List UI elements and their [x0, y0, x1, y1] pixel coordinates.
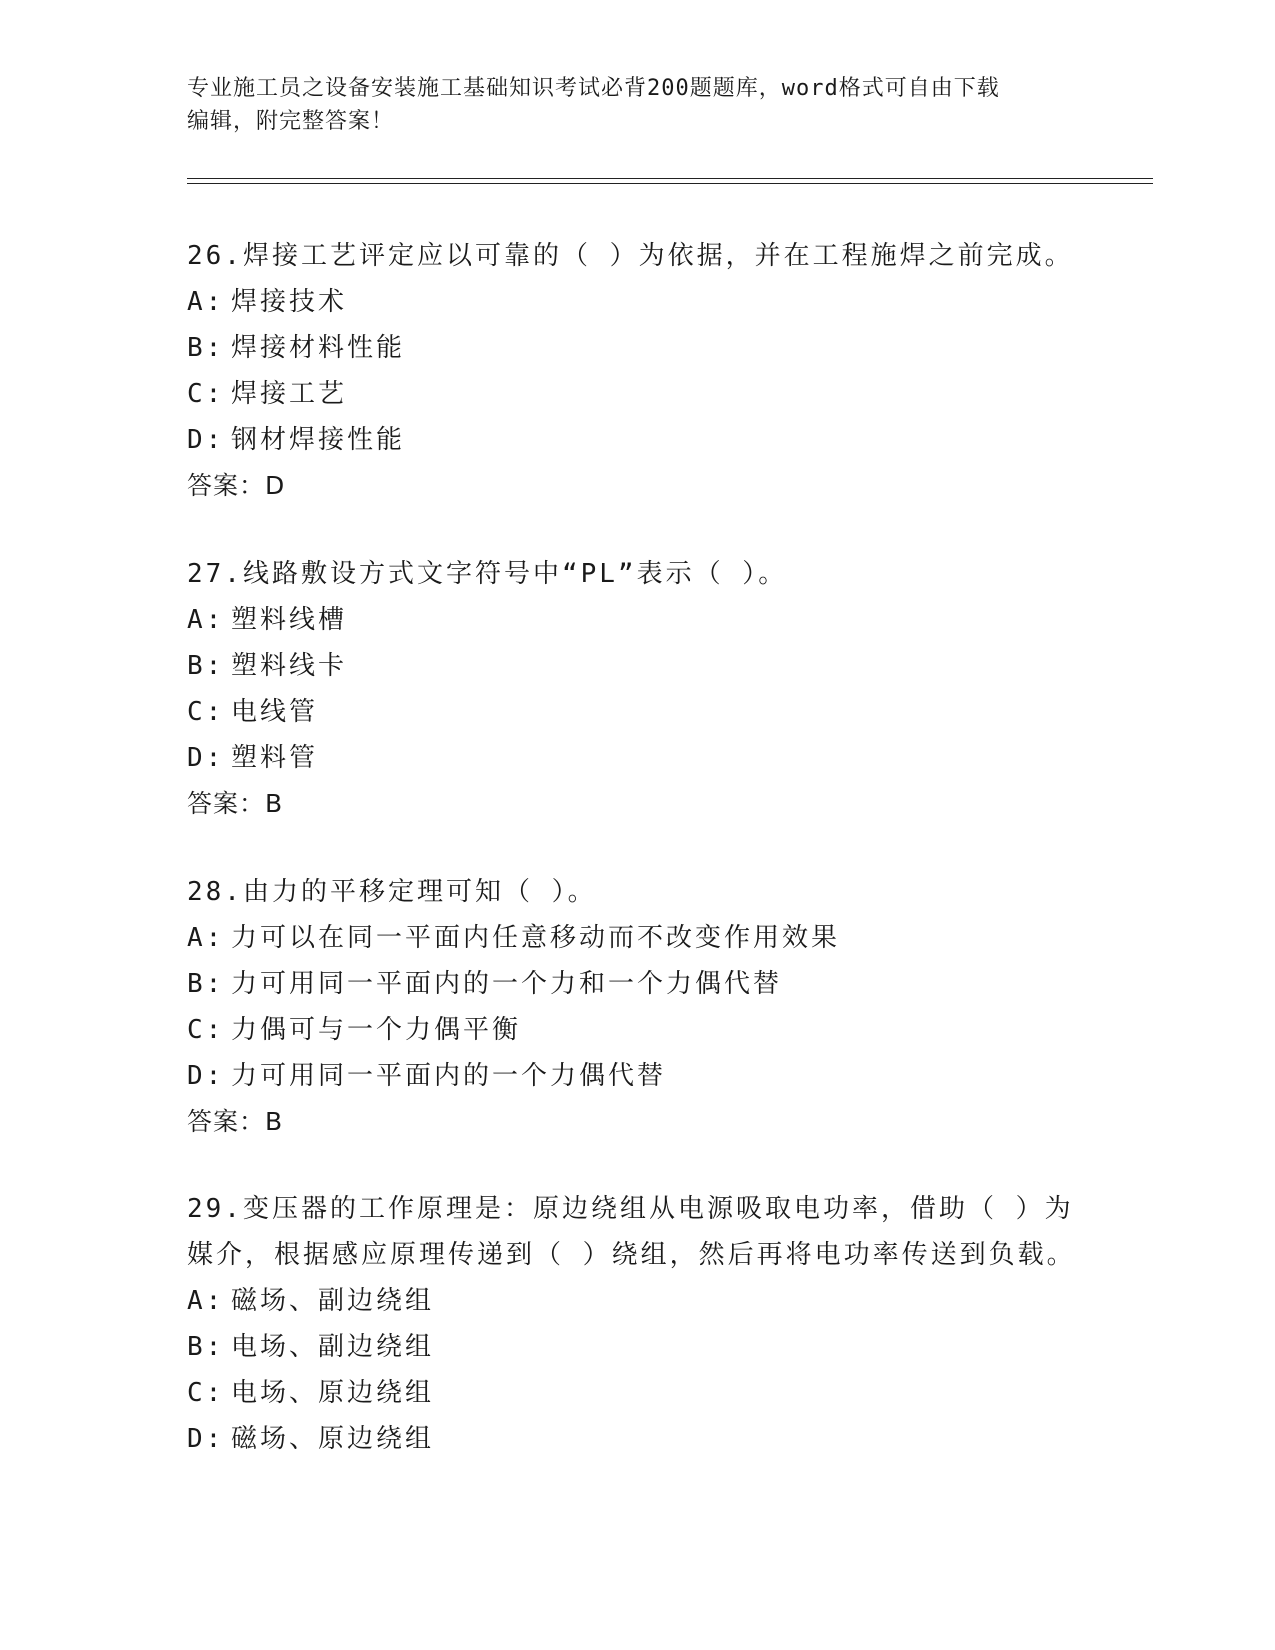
- answer-line: 答案：B: [187, 789, 284, 818]
- option-letter: C:: [187, 379, 225, 409]
- option-c: [187, 689, 1087, 735]
- option-letter: C:: [187, 1015, 225, 1045]
- question-26: [187, 233, 1087, 509]
- option-c: [187, 1370, 1087, 1416]
- option-c: [187, 1007, 1087, 1053]
- option-letter: B:: [187, 651, 225, 681]
- option-text: 焊接技术: [231, 287, 348, 317]
- option-d: [187, 735, 1087, 781]
- option-text: 电场、副边绕组: [231, 1332, 435, 1362]
- option-letter: B:: [187, 969, 225, 999]
- option-text: 塑料线卡: [231, 651, 348, 681]
- option-letter: A:: [187, 1286, 225, 1316]
- header-divider-top: [187, 178, 1153, 179]
- option-text: 电线管: [231, 697, 319, 727]
- option-a: [187, 915, 1087, 961]
- document-header: [187, 72, 1067, 138]
- option-letter: D:: [187, 1424, 225, 1454]
- option-d: [187, 1416, 1087, 1462]
- question-29: [187, 1186, 1087, 1462]
- answer-line: 答案：D: [187, 471, 286, 500]
- question-stem: 27.线路敷设方式文字符号中“PL”表示（ ）。: [187, 559, 788, 589]
- option-letter: B:: [187, 333, 225, 363]
- header-divider-bottom: [187, 183, 1153, 184]
- question-stem: 26.焊接工艺评定应以可靠的（ ）为依据，并在工程施焊之前完成。: [187, 241, 1074, 271]
- option-b: [187, 961, 1087, 1007]
- option-text: 力可用同一平面内的一个力和一个力偶代替: [231, 969, 783, 999]
- option-text: 电场、原边绕组: [231, 1378, 435, 1408]
- option-text: 塑料线槽: [231, 605, 348, 635]
- question-stem: 28.由力的平移定理可知（ ）。: [187, 877, 597, 907]
- option-letter: D:: [187, 1061, 225, 1091]
- answer-line: 答案：B: [187, 1107, 284, 1136]
- option-d: [187, 1053, 1087, 1099]
- option-letter: D:: [187, 743, 225, 773]
- option-d: [187, 417, 1087, 463]
- option-text: 力偶可与一个力偶平衡: [231, 1015, 522, 1045]
- option-text: 焊接工艺: [231, 379, 348, 409]
- question-stem-line-1: 29.变压器的工作原理是：原边绕组从电源吸取电功率，借助（ ）为: [187, 1194, 1074, 1224]
- option-b: [187, 1324, 1087, 1370]
- option-text: 磁场、副边绕组: [231, 1286, 435, 1316]
- option-a: [187, 1278, 1087, 1324]
- option-letter: B:: [187, 1332, 225, 1362]
- option-letter: A:: [187, 605, 225, 635]
- question-28: [187, 869, 1087, 1145]
- option-text: 塑料管: [231, 743, 319, 773]
- option-a: [187, 597, 1087, 643]
- option-letter: A:: [187, 287, 225, 317]
- option-b: [187, 325, 1087, 371]
- option-text: 力可用同一平面内的一个力偶代替: [231, 1061, 667, 1091]
- question-27: [187, 551, 1087, 827]
- option-text: 力可以在同一平面内任意移动而不改变作用效果: [231, 923, 841, 953]
- option-text: 焊接材料性能: [231, 333, 406, 363]
- question-stem-line-2: 媒介，根据感应原理传递到（ ）绕组，然后再将电功率传送到负载。: [187, 1240, 1076, 1270]
- option-letter: D:: [187, 425, 225, 455]
- option-letter: A:: [187, 923, 225, 953]
- option-a: [187, 279, 1087, 325]
- option-letter: C:: [187, 697, 225, 727]
- header-line-2: 编辑，附完整答案！: [187, 109, 395, 134]
- option-b: [187, 643, 1087, 689]
- header-line-1: 专业施工员之设备安装施工基础知识考试必背200题题库，word格式可自由下载: [187, 76, 1000, 101]
- option-text: 磁场、原边绕组: [231, 1424, 435, 1454]
- option-text: 钢材焊接性能: [231, 425, 406, 455]
- option-c: [187, 371, 1087, 417]
- option-letter: C:: [187, 1378, 225, 1408]
